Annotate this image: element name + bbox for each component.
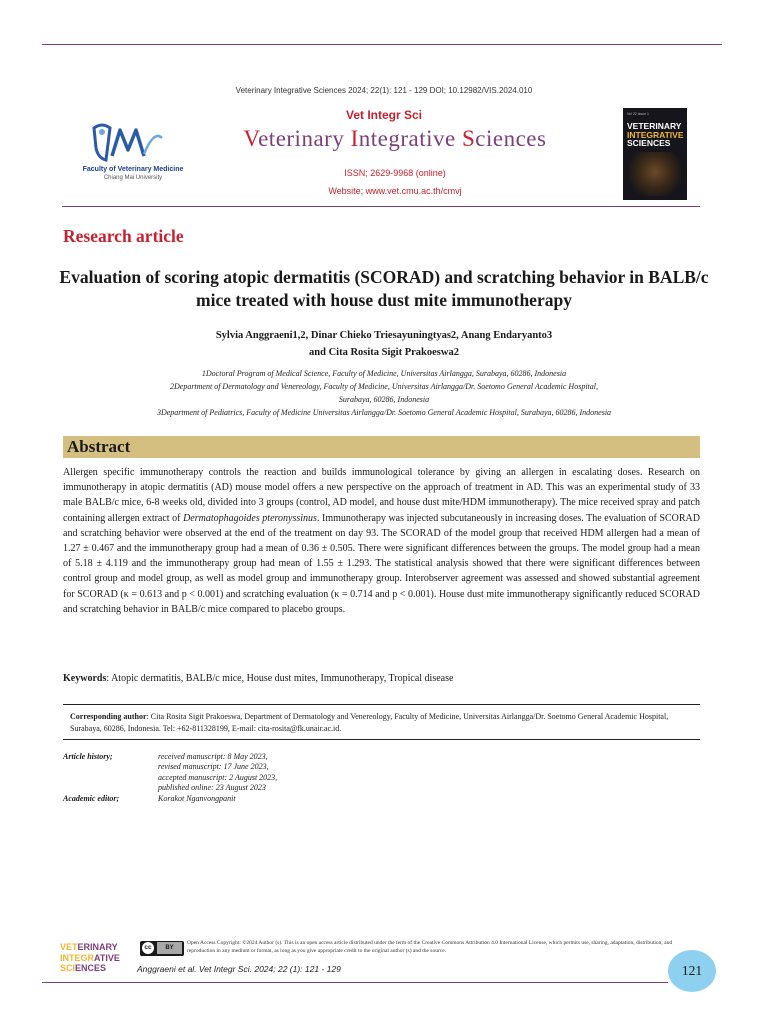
footer-journal-logo xyxy=(60,942,132,974)
journal-cover-image xyxy=(623,108,687,200)
abstract-body xyxy=(63,465,700,617)
corresponding-label: Corresponding author xyxy=(70,712,147,721)
page-number: 121 xyxy=(681,963,703,978)
author-line: Sylvia Anggraeni1,2, Dinar Chieko Triesayuningtyas2, Anang Endaryanto3 xyxy=(215,330,553,341)
history-item: published online: 23 August 2023 xyxy=(158,783,266,793)
keywords xyxy=(63,672,700,686)
editor-label: Academic editor; xyxy=(63,793,120,803)
affiliation-line: 3Department of Pediatrics, Faculty of Medicine Universitas Airlangga/Dr. Soetomo General Academic Hospital, Surabaya, 60286, Indonesia xyxy=(156,408,612,417)
faculty-university: Chiang Mai University xyxy=(103,175,163,181)
cover-title-line: INTEGRATIVE xyxy=(627,129,684,140)
top-rule xyxy=(42,44,722,45)
corresponding-author-box xyxy=(63,704,700,740)
by-icon: BY xyxy=(157,942,182,954)
cover-title-line: SCIENCES xyxy=(627,138,671,148)
footer-rule xyxy=(42,982,668,983)
paper-title: Evaluation of scoring atopic dermatitis (SCORAD) and scratching behavior in BALB/c mice treated with house dust mite immunotherapy xyxy=(59,267,709,310)
journal-website: Website; www.vet.cmu.ac.th/cmvj xyxy=(328,186,462,196)
author-line: and Cita Rosita Sigit Prakoeswa2 xyxy=(309,347,459,358)
journal-title-initial: V xyxy=(243,126,259,151)
species-name: Dermatophagoides pteronyssinus xyxy=(183,512,317,524)
author-list xyxy=(40,327,728,361)
cover-issue-tag: Vol 22 Issue 1 xyxy=(627,112,649,116)
journal-issn: ISSN; 2629-9968 (online) xyxy=(344,168,446,178)
history-item: accepted manuscript: 2 August 2023, xyxy=(158,772,278,782)
affiliation-line: 2Department of Dermatology and Venereology, Faculty of Medicine, Universitas Airlangga/Dr. Soetomo General Academic Hospital, xyxy=(169,382,598,391)
journal-citation-header: Veterinary Integrative Sciences 2024; 22(1): 121 - 129 DOI; 10.12982/VIS.2024.010 xyxy=(235,86,533,95)
cc-by-license-icon[interactable] xyxy=(140,941,184,956)
cover-title-line: VETERINARY xyxy=(627,121,682,131)
page-number-badge xyxy=(668,950,716,992)
abstract-text-part: . Immunotherapy was injected subcutaneously in increasing doses. The evaluation of SCORAD and scratching behavior were observed at the end of the treatment on day 93. The SCORAD of the model group that received HDM allergen had a mean of 1.27 ± 0.467 and the immunotherapy group had a mean of 0.36 ± 0.505. There were significant differences between the groups. The model group had a mean of 5.18 ± 4.119 and the immunotherapy group had mean of 1.55 ± 1.293. The statistical analysis showed that there were significant differences between control group and model group, as well as model group and immunotherapy group. Interobserver agreement was assessed and showed substantial agreement for SCORAD (κ = 0.613 and p < 0.001) and scratching evaluation (κ = 0.714 and p < 0.001). House dust mite immunotherapy significantly reduced SCORAD and scratching behavior in BALB/c mice compared to placebo groups. xyxy=(63,512,700,615)
masthead-rule xyxy=(62,206,700,207)
history-item: received manuscript: 8 May 2023, xyxy=(158,752,268,761)
keywords-list: : Atopic dermatitis, BALB/c mice, House dust mites, Immunotherapy, Tropical disease xyxy=(106,673,454,684)
history-label: Article history; xyxy=(63,752,113,761)
cover-photo xyxy=(629,152,681,196)
affiliation-line: Surabaya, 60286, Indonesia xyxy=(338,395,430,404)
journal-title-initial: S xyxy=(461,126,476,151)
keywords-label: Keywords xyxy=(63,673,107,684)
corresponding-details: : Cita Rosita Sigit Prakoeswa, Department of Dermatology and Venereology, Faculty of Medicine, Universitas Airlangga/Dr. Soetomo General Academic Hospital, Surabaya, 60286, Indonesia. Tel: +62-811328199, E-mail: cita-rosita@fk.unair.ac.id. xyxy=(70,712,669,733)
history-item: revised manuscript: 17 June 2023, xyxy=(158,762,269,772)
faculty-name: Faculty of Veterinary Medicine xyxy=(82,166,184,173)
affiliation-line: 1Doctoral Program of Medical Science, Faculty of Medicine, Universitas Airlangga, Surabaya, 60286, Indonesia xyxy=(201,369,567,378)
open-access-notice: Open Access Copyright: ©2024 Author (s). This is an open access article distributed under the term of the Creative Commons Attribution 4.0 International License, which permits use, sharing, adaptation, distribution, and reproduction in any medium or format, as long as you give appropriate credit to the original author (s) and the source. xyxy=(187,940,673,954)
journal-abbreviation: Vet Integr Sci xyxy=(345,108,423,122)
academic-editor: Korakot Nganvongpanit xyxy=(158,793,236,803)
journal-title-text: Veterinary Integrative Sciences xyxy=(243,126,547,151)
corresponding-author xyxy=(70,711,695,735)
footer-logo-line: VETERINARY xyxy=(60,942,118,952)
affiliation-list xyxy=(40,367,728,419)
abstract-text-part: Allergen specific immunotherapy controls the reaction and builds immunological tolerance by giving an allergen in escalating doses. Research on immunotherapy in atopic dermatitis (AD) mouse model offers a new perspective on the approach of treatment in AD. This was an experimental study of 33 male BALB/c mice, 6-8 weeks old, divided into 3 groups (control, AD model, and house dust mite/HDM immunotherapy). The mice received spray and patch containing allergen extract of xyxy=(63,467,700,524)
cc-icon: cc xyxy=(142,942,154,954)
footer-logo-line: SCIENCES xyxy=(60,963,107,973)
article-type: Research article xyxy=(63,226,184,246)
footer-citation: Anggraeni et al. Vet Integr Sci. 2024; 22 (1): 121 - 129 xyxy=(137,964,341,974)
abstract-heading: Abstract xyxy=(67,437,131,456)
cover-title xyxy=(627,122,685,148)
abstract-heading-bar xyxy=(63,436,700,458)
footer-logo-line: INTEGRATIVE xyxy=(60,952,120,963)
journal-title-initial: I xyxy=(350,126,359,151)
